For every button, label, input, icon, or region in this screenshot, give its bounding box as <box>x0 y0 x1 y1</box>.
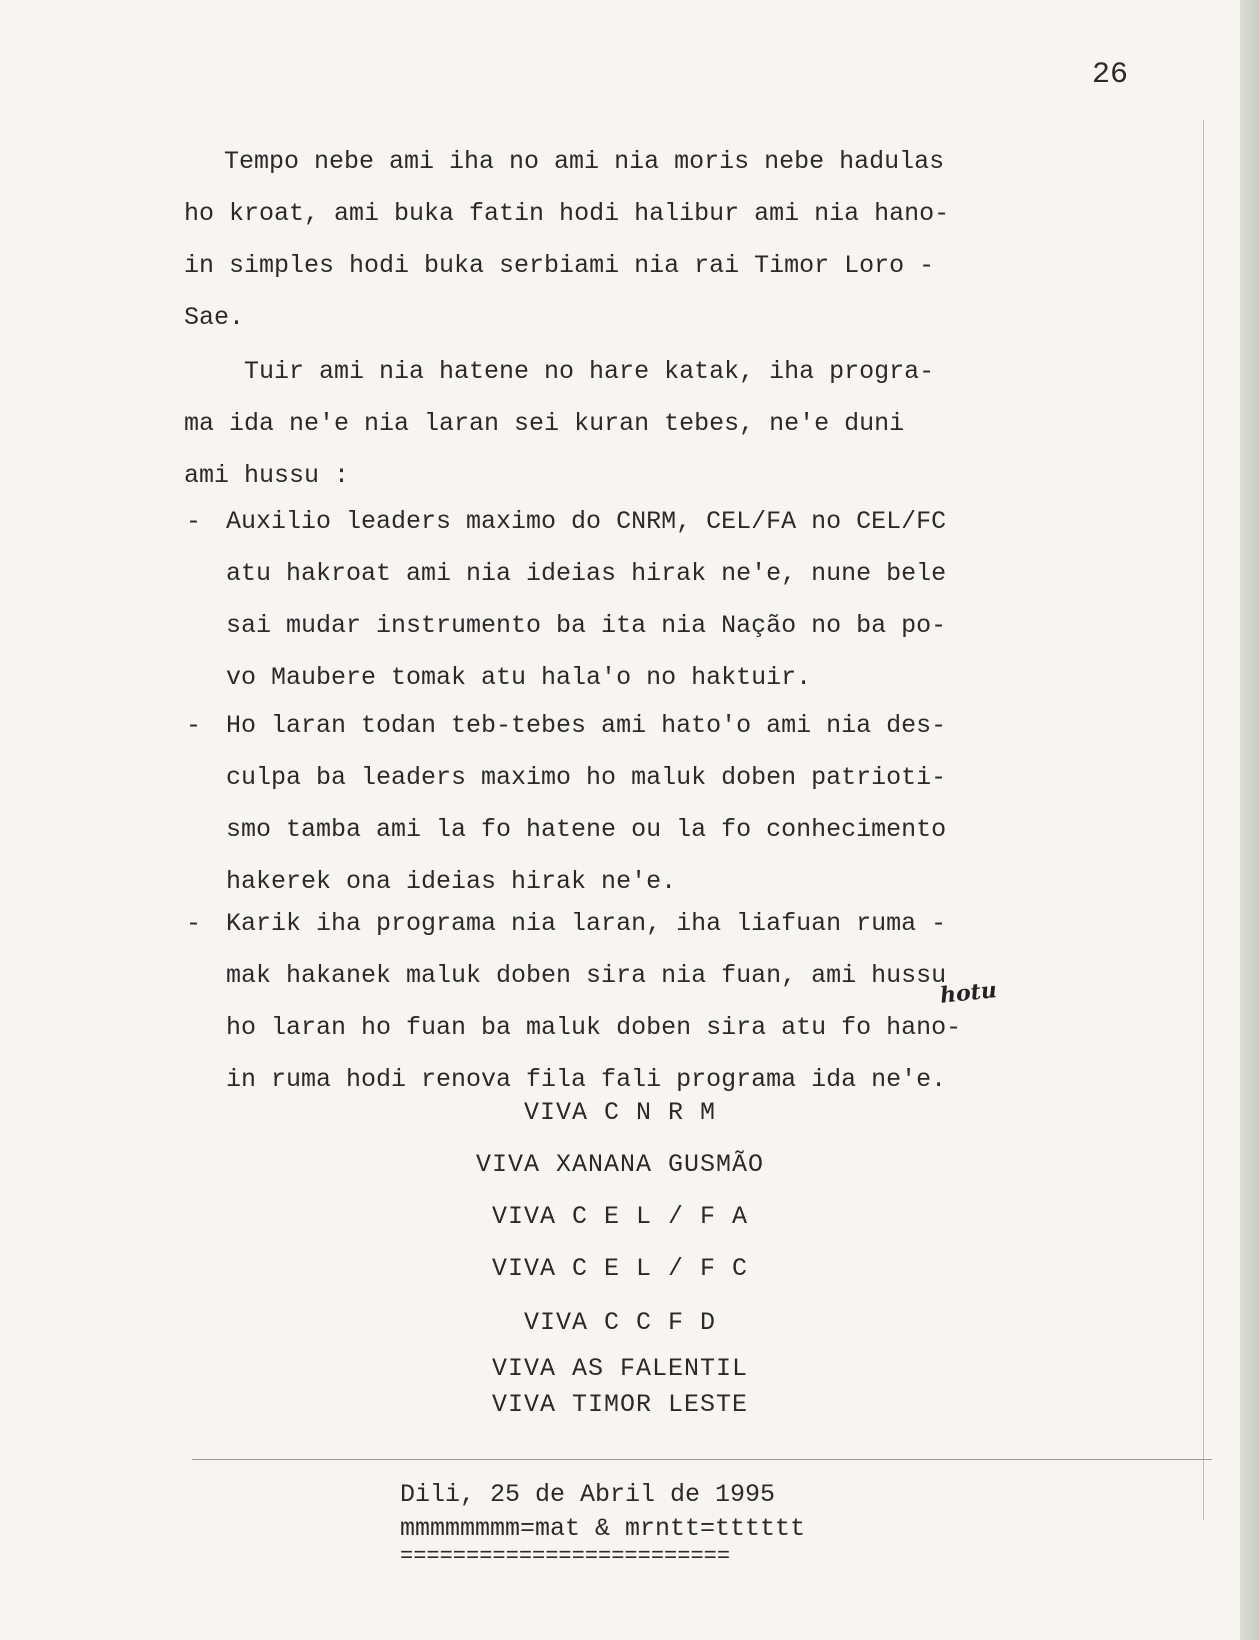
viva-line: VIVA C N R M <box>523 1098 717 1127</box>
text-line: Tuir ami nia hatene no hare katak, iha progra- <box>244 357 935 386</box>
text-line: Karik iha programa nia laran, iha liafuan ruma - <box>226 909 947 938</box>
signature-line: mmmmmmmm=mat & mrntt=tttttt <box>400 1514 806 1543</box>
signature-underline: ========================= <box>400 1544 731 1569</box>
viva-line: VIVA C C F D <box>523 1308 717 1337</box>
bullet-dash: - <box>186 711 202 740</box>
paper-edge <box>1240 0 1259 1640</box>
viva-line: VIVA C E L / F C <box>491 1254 749 1283</box>
text-line: ma ida ne'e nia laran sei kuran tebes, ne'e duni <box>184 409 905 438</box>
text-line: Ho laran todan teb-tebes ami hato'o ami nia des- <box>226 711 947 740</box>
viva-line: VIVA TIMOR LESTE <box>491 1390 749 1419</box>
place-date: Dili, 25 de Abril de 1995 <box>400 1480 776 1509</box>
text-line: in simples hodi buka serbiami nia rai Timor Loro - <box>184 251 935 280</box>
text-line: ho kroat, ami buka fatin hodi halibur ami nia hano- <box>184 199 950 228</box>
text-line: Auxilio leaders maximo do CNRM, CEL/FA no CEL/FC <box>226 507 947 536</box>
page-number: 26 <box>1092 58 1129 92</box>
text-line: Tempo nebe ami iha no ami nia moris nebe hadulas <box>224 147 945 176</box>
bullet-item <box>186 700 947 908</box>
text-line: smo tamba ami la fo hatene ou la fo conhecimento <box>226 815 947 844</box>
viva-line: VIVA AS FALENTIL <box>491 1354 749 1383</box>
bullet-dash: - <box>186 909 202 938</box>
text-line: vo Maubere tomak atu hala'o no haktuir. <box>226 663 812 692</box>
text-line: in ruma hodi renova fila fali programa ida ne'e. <box>226 1065 947 1094</box>
text-line: hakerek ona ideias hirak ne'e. <box>226 867 677 896</box>
intro-paragraph <box>184 136 950 344</box>
viva-line: VIVA C E L / F A <box>491 1202 749 1231</box>
viva-block <box>400 1098 840 1418</box>
text-line: ami hussu : <box>184 461 350 490</box>
text-line: mak hakanek maluk doben sira nia fuan, ami hussu <box>226 961 947 990</box>
handwritten-note: hotu <box>938 977 999 1009</box>
text-line: atu hakroat ami nia ideias hirak ne'e, nune bele <box>226 559 947 588</box>
second-paragraph <box>184 346 935 502</box>
divider-line <box>192 1459 1212 1460</box>
bullet-item <box>186 496 947 704</box>
text-line: culpa ba leaders maximo ho maluk doben patrioti- <box>226 763 947 792</box>
text-line: sai mudar instrumento ba ita nia Nação no ba po- <box>226 611 947 640</box>
margin-rule <box>1203 120 1204 1520</box>
bullet-dash: - <box>186 507 202 536</box>
text-line: Sae. <box>184 303 245 332</box>
text-line: ho laran ho fuan ba maluk doben sira atu fo hano- <box>226 1013 962 1042</box>
bullet-item <box>186 898 962 1106</box>
viva-line: VIVA XANANA GUSMÃO <box>475 1150 765 1179</box>
